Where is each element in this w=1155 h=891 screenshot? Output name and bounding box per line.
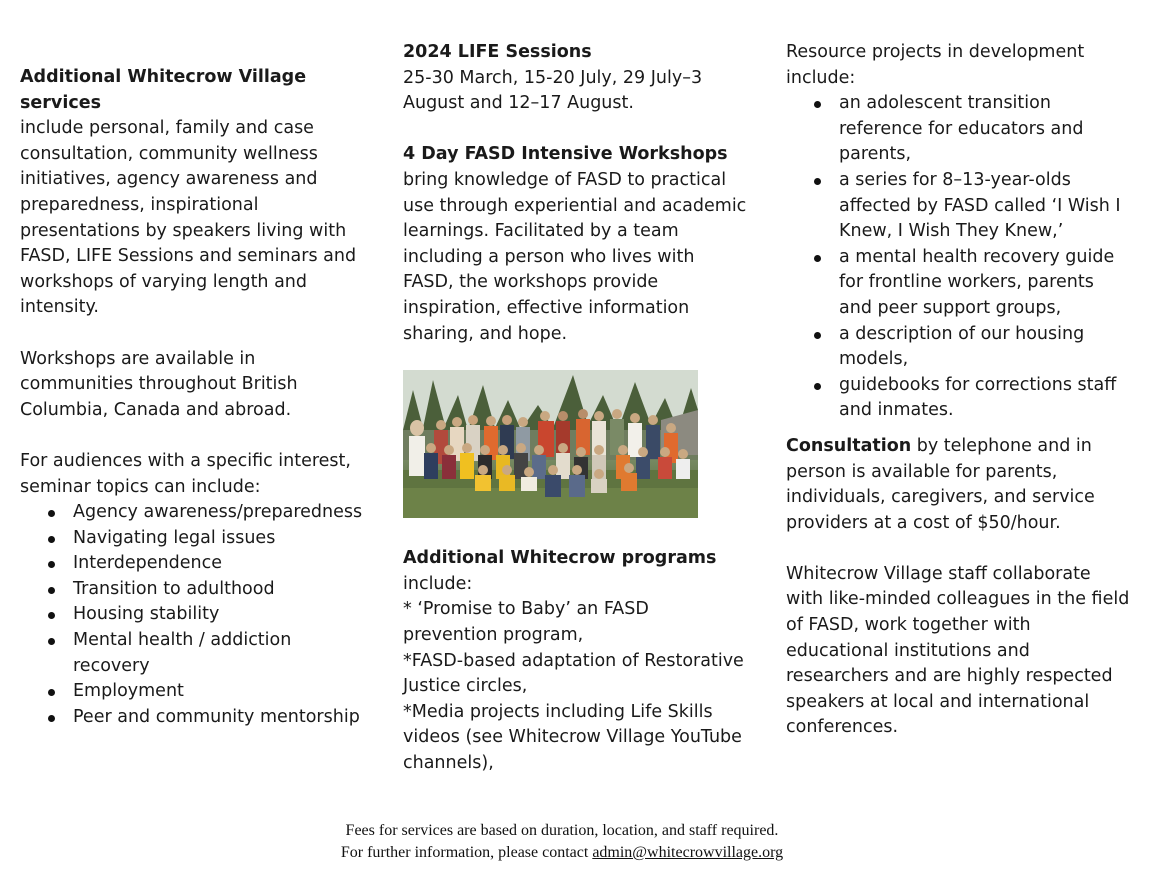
program-item: * ‘Promise to Baby’ an FASD prevention program, [403,599,649,645]
consultation-body: by telephone and in person is available for parents, individuals, caregivers, and service providers at a cost of $50/hour. [786,435,1095,533]
programs-intro: include: [403,573,473,594]
audiences-intro: For audiences with a specific interest, seminar topics can include: [20,450,351,497]
program-item: *Media projects including Life Skills videos (see Whitecrow Village YouTube channels), [403,701,742,773]
list-item: a series for 8–13-year-olds affected by FASD called ‘I Wish I Knew, I Wish They Knew,’ [786,168,1131,245]
programs [403,546,748,776]
column-resources [786,40,1131,741]
list-item: Employment [20,679,365,705]
resource-projects-list [786,91,1131,424]
list-item: Agency awareness/preparedness [20,500,365,526]
list-item: Mental health / addiction recovery [20,628,365,679]
resource-intro: Resource projects in development include: [786,42,1085,88]
workshops-availability: Workshops are available in communities throughout British Columbia, Canada and abroad. [20,348,298,420]
seminar-topics-list [20,500,365,730]
services-heading: Additional Whitecrow Village services [20,67,307,113]
list-item: Navigating legal issues [20,526,365,552]
services-paragraph [20,65,365,321]
services-body: include personal, family and case consultation, community wellness initiatives, agency awareness and preparedness, inspirational presentations by speakers living with FASD, LIFE Sessions and seminars and workshops of varying length and intensity. [20,118,357,318]
life-sessions [403,40,748,117]
contact-line [0,842,1124,864]
list-item: an adolescent transition reference for educators and parents, [786,91,1131,168]
list-item: a description of our housing models, [786,322,1131,373]
column-services [20,65,365,730]
staff-paragraph: Whitecrow Village staff collaborate with like-minded colleagues in the field of FASD, work together with educational institutions and researchers and are highly respected speakers at local and international conferences. [786,563,1130,738]
fasd-workshops-heading: 4 Day FASD Intensive Workshops [403,144,728,165]
list-item: guidebooks for corrections staff and inmates. [786,373,1131,424]
fasd-workshops-body: bring knowledge of FASD to practical use through experiential and academic learnings. Facilitated by a team including a person who lives with FASD, the workshops provide inspiration, effective information sharing, and hope. [403,169,747,344]
life-sessions-dates: 25-30 March, 15-20 July, 29 July–3 August and 12–17 August. [403,67,703,114]
list-item: Transition to adulthood [20,577,365,603]
footer [0,820,1124,864]
program-item: *FASD-based adaptation of Restorative Justice circles, [403,650,744,697]
consultation-paragraph [786,434,1131,536]
programs-heading: Additional Whitecrow programs [403,548,717,569]
email-link[interactable]: admin@whitecrowvillage.org [592,844,784,861]
contact-prefix: For further information, please contact [340,844,593,861]
list-item: a mental health recovery guide for frontline workers, parents and peer support groups, [786,245,1131,322]
group-photo-illustration [403,370,698,518]
life-sessions-heading: 2024 LIFE Sessions [403,42,592,62]
column-sessions [403,40,748,776]
consultation-heading: Consultation [786,435,912,456]
group-photo [403,370,698,518]
list-item: Housing stability [20,602,365,628]
fasd-workshops [403,142,748,347]
fees-line: Fees for services are based on duration, location, and staff required. [345,822,779,839]
list-item: Peer and community mentorship [20,705,365,731]
list-item: Interdependence [20,551,365,577]
